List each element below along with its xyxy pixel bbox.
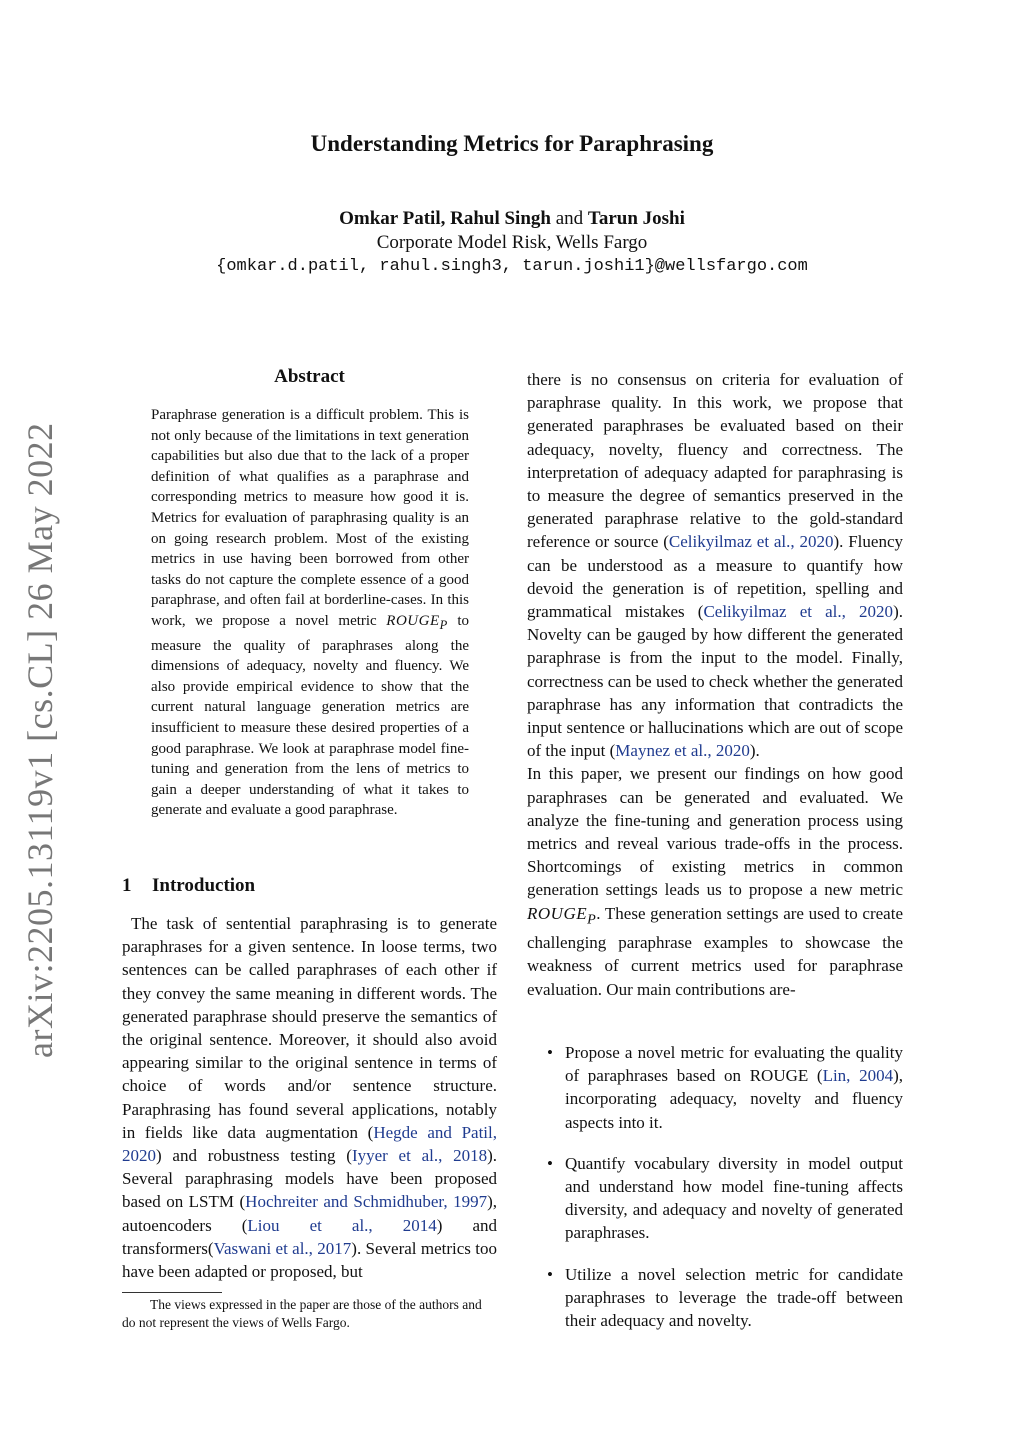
author-names-1: Omkar Patil, Rahul Singh: [339, 208, 551, 229]
abstract-body: [151, 405, 469, 821]
author-names-2: Tarun Joshi: [587, 208, 685, 229]
introduction-paragraph: The task of sentential paraphrasing is to generate paraphrases for a given sentence. In loose terms, two sentences can be called paraphrases of each other if they convey the same meaning in different words. The generated paraphrase should preserve the semantics of the original sentence. Moreover, it should also avoid appearing similar to the original sentence in terms of choice of words and/or sentence structure. Paraphrasing has found several applications, notably in fields like data augmentation (Hegde and Patil, 2020) and robustness testing (Iyyer et al., 2018). Several paraphrasing models have been proposed based on LSTM (Hochreiter and Schmidhuber, 1997), autoencoders (Liou et al., 2014) and transformers(Vaswani et al., 2017). Several metrics too have been adapted or proposed, but: [122, 914, 498, 1282]
metric-name: $ROUGE_P$: [386, 612, 448, 632]
bullet-icon: •: [547, 1264, 553, 1284]
citation-link[interactable]: Celikyilmaz et al., 2020: [703, 602, 894, 622]
citation-link[interactable]: Vaswani et al., 2017: [213, 1238, 352, 1258]
list-item: • Utilize a novel selection metric for candidate paraphrases to leverage the trade-off between their adequacy and novelty.: [547, 1264, 903, 1331]
right-column-text: [527, 368, 903, 1001]
contributions-list: [543, 1041, 903, 1350]
affiliation: Corporate Model Risk, Wells Fargo: [376, 232, 648, 253]
paragraph-findings: In this paper, we present our findings on how good paraphrases can be generated and evaluated. We analyze the fine-tuning and generation process using metrics and reveal various trade-offs in the process. Shortcomings of existing metrics in common generation settings leads us to propose a new metric $ROUGE_P$. These generation settings are used to create challenging paraphrase examples to showcase the weakness of current metrics used for paraphrase evaluation. Our main contributions are-: [527, 764, 903, 999]
section-number: 1: [122, 875, 132, 896]
section-heading-introduction: [122, 875, 255, 897]
author-emails: {omkar.d.patil, rahul.singh3, tarun.joshi1}@wellsfargo.com: [216, 257, 808, 276]
arxiv-identifier: arXiv:2205.13119v1 [cs.CL] 26 May 2022: [20, 422, 60, 1058]
abstract-text-1: Paraphrase generation is a difficult problem. This is not only because of the limitations in text generation capabilities but also due that to the lack of a proper definition of what qualifies as a paraphrase and corresponding metrics to measure how good it is. Metrics for evaluation of paraphrasing quality is an on going research problem. Most of the existing metrics in use having been borrowed from other tasks do not capture the complete essence of a good paraphrase, and often fail at borderline-cases. In this work, we propose a novel metric: [151, 407, 469, 629]
list-item: • Propose a novel metric for evaluating the quality of paraphrases based on ROUGE (Lin, 2004), incorporating adequacy, novelty and fluency aspects into it.: [547, 1043, 903, 1132]
footnote-rule: [122, 1292, 222, 1293]
citation-link[interactable]: Liou et al., 2014: [247, 1215, 437, 1235]
abstract-heading: Abstract: [274, 366, 345, 387]
bullet-icon: •: [547, 1153, 553, 1173]
abstract-text-2: to measure the quality of paraphrases along the dimensions of adequacy, novelty and fluency. We also provide empirical evidence to show that the current natural language generation metrics are insufficient to measure these desired properties of a good paraphrase. We look at paraphrase model fine-tuning and generation from the lens of metrics to gain a deeper understanding of what it takes to generate and evaluate a good paraphrase.: [151, 612, 470, 819]
list-item: • Quantify vocabulary diversity in model output and understand how model fine-tuning affects diversity, and adequacy and novelty of generated paraphrases.: [547, 1153, 903, 1243]
author-conjunction: and: [555, 208, 584, 229]
footnote: The views expressed in the paper are those of the authors and do not represent the views of Wells Fargo.: [122, 1297, 482, 1330]
citation-link[interactable]: Maynez et al., 2020: [615, 741, 750, 761]
bullet-icon: •: [547, 1043, 553, 1062]
citation-link[interactable]: Lin, 2004: [822, 1066, 894, 1086]
metric-name: $ROUGE_P$: [527, 903, 597, 928]
section-title: Introduction: [152, 875, 256, 896]
citation-link[interactable]: Iyyer et al., 2018: [351, 1146, 488, 1166]
citation-link[interactable]: Hegde and Patil, 2020: [122, 1122, 497, 1166]
author-line: [0, 208, 1024, 230]
paper-title: Understanding Metrics for Paraphrasing: [310, 131, 714, 156]
paragraph-criteria: there is no consensus on criteria for evaluation of paraphrase quality. In this work, we propose that generated paraphrases be evaluated based on their adequacy, novelty, fluency and correctness. The interpretation of adequacy adapted for paraphrasing is to measure the degree of semantics preserved in the generated paraphrase relative to the gold-standard reference or source (Celikyilmaz et al., 2020). Fluency can be understood as a measure to quantify how devoid the generation is of repetition, spelling and grammatical mistakes (Celikyilmaz et al., 2020). Novelty can be gauged by how different the generated paraphrase is from the input to the model. Finally, correctness can be used to check whether the generated paraphrase has any information that contradicts the input sentence or hallucinations which are out of scope of the input (Maynez et al., 2020).: [527, 370, 903, 761]
citation-link[interactable]: Celikyilmaz et al., 2020: [668, 532, 834, 552]
citation-link[interactable]: Hochreiter and Schmidhuber, 1997: [245, 1192, 488, 1212]
